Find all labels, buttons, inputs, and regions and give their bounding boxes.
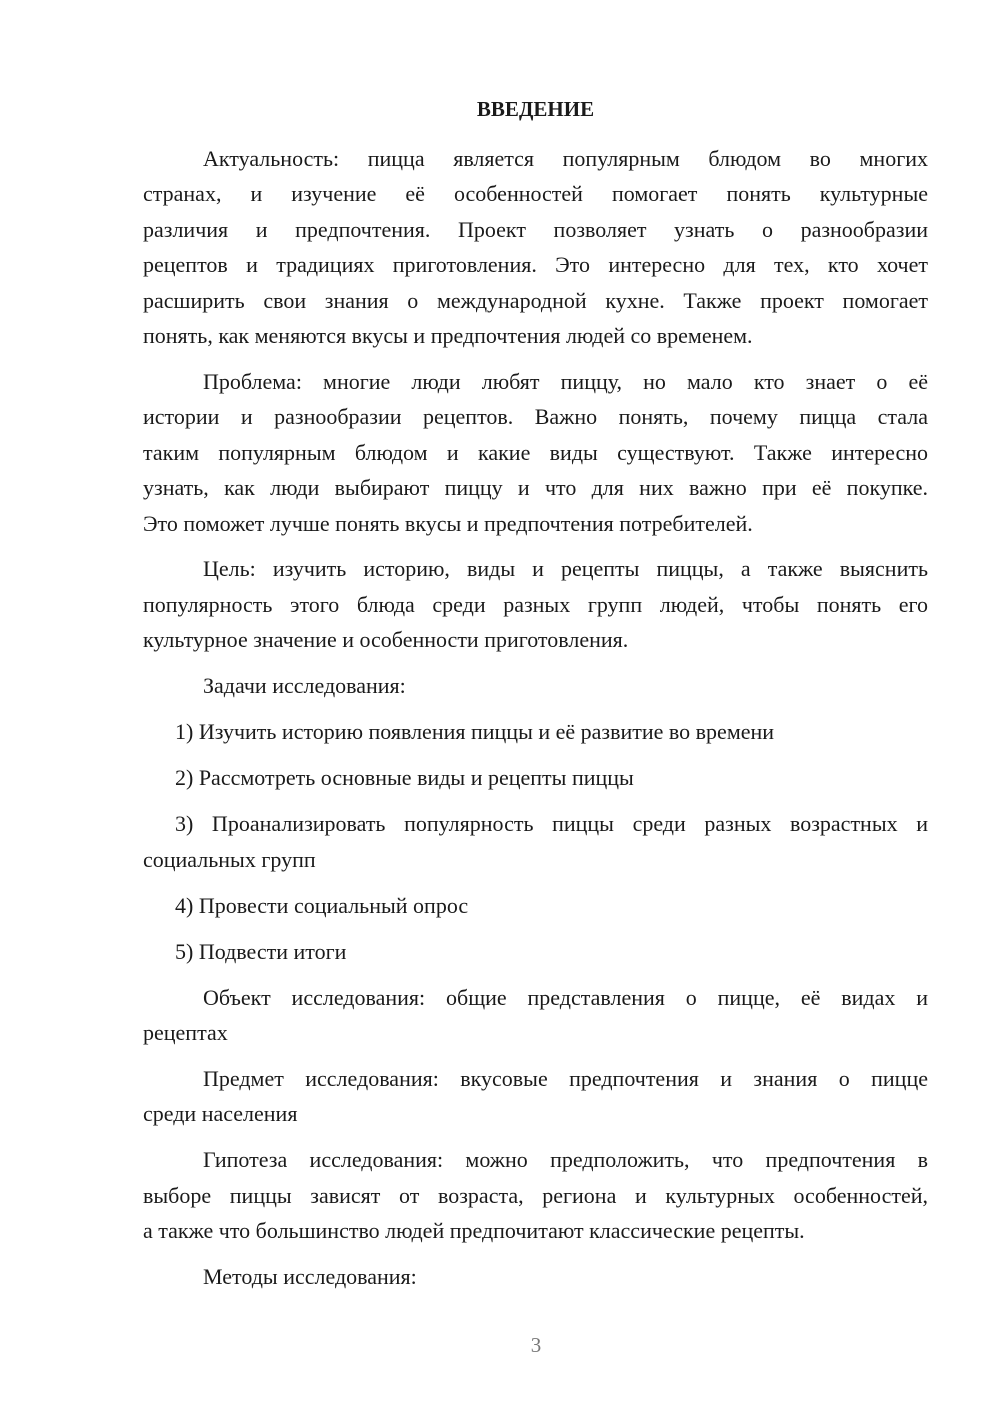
text-line: Гипотеза исследования: можно предположить, что предпочтения в: [203, 1147, 928, 1173]
text-line: социальных групп: [143, 846, 316, 872]
text-line: 4) Провести социальный опрос: [175, 892, 469, 918]
text-line: выборе пиццы зависят от возраста, региона и культурных особенностей,: [143, 1182, 928, 1208]
text-line: Задачи исследования:: [203, 673, 406, 699]
document-page: [143, 92, 928, 1294]
paragraph: [143, 888, 928, 923]
text-line: 5) Подвести итоги: [175, 938, 347, 964]
paragraph: [143, 364, 928, 541]
paragraph: [143, 551, 928, 657]
text-line: Цель: изучить историю, виды и рецепты пиццы, а также выяснить: [203, 556, 928, 582]
text-line: таким популярным блюдом и какие виды существуют. Также интересно: [143, 439, 928, 465]
paragraph: [143, 934, 928, 969]
body-text: [143, 141, 928, 1294]
paragraph: [143, 1061, 928, 1132]
paragraph: [143, 714, 928, 749]
paragraph: [143, 806, 928, 877]
text-line: популярность этого блюда среди разных групп людей, чтобы понять его: [143, 591, 928, 617]
text-line: странах, и изучение её особенностей помогает понять культурные: [143, 181, 928, 207]
text-line: рецептов и традициях приготовления. Это интересно для тех, кто хочет: [143, 252, 928, 278]
text-line: Актуальность: пицца является популярным блюдом во многих: [203, 146, 928, 171]
text-line: Методы исследования:: [203, 1264, 417, 1290]
page-number: 3: [530, 1333, 542, 1357]
text-line: истории и разнообразии рецептов. Важно понять, почему пицца стала: [143, 404, 928, 430]
text-line: среди населения: [143, 1101, 298, 1127]
text-line: 2) Рассмотреть основные виды и рецепты пиццы: [175, 765, 634, 791]
text-line: а также что большинство людей предпочитают классические рецепты.: [143, 1218, 805, 1244]
section-title: ВВЕДЕНИЕ: [476, 97, 595, 121]
text-line: узнать, как люди выбирают пиццу и что для них важно при её покупке.: [143, 475, 928, 501]
text-line: 1) Изучить историю появления пиццы и её развитие во времени: [175, 719, 775, 745]
paragraph: [143, 668, 928, 703]
text-line: понять, как меняются вкусы и предпочтения людей со временем.: [143, 322, 753, 348]
text-line: Проблема: многие люди любят пиццу, но мало кто знает о её: [203, 368, 928, 394]
text-line: различия и предпочтения. Проект позволяет узнать о разнообразии: [143, 216, 928, 242]
text-line: расширить свои знания о международной кухне. Также проект помогает: [143, 287, 928, 313]
paragraph: [143, 1142, 928, 1248]
paragraph: [143, 1259, 928, 1294]
text-line: Предмет исследования: вкусовые предпочтения и знания о пицце: [203, 1065, 928, 1091]
text-line: 3) Проанализировать популярность пиццы среди разных возрастных и: [175, 811, 928, 837]
paragraph: [143, 141, 928, 353]
text-line: рецептах: [143, 1019, 228, 1045]
text-line: Объект исследования: общие представления о пицце, её видах и: [203, 984, 928, 1010]
paragraph: [143, 980, 928, 1051]
paragraph: [143, 760, 928, 795]
text-line: культурное значение и особенности приготовления.: [143, 627, 629, 653]
text-line: Это поможет лучше понять вкусы и предпочтения потребителей.: [143, 510, 753, 536]
